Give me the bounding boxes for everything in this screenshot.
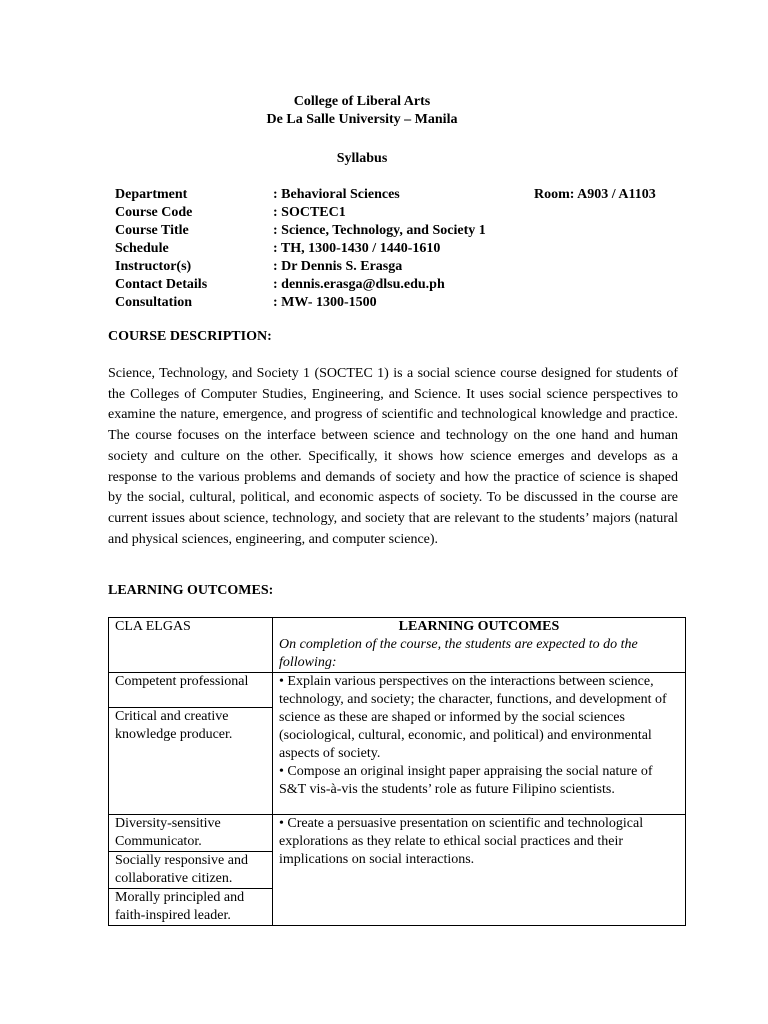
- elga-column-header: [109, 618, 273, 673]
- info-label: Contact Details: [115, 277, 208, 292]
- elga-cell: Socially responsive and collaborative citizen.: [109, 852, 273, 889]
- elga-cell: Critical and creative knowledge producer.: [109, 708, 273, 815]
- outcomes-column-header: [273, 618, 686, 673]
- info-value: : MW- 1300-1500: [273, 295, 377, 310]
- info-label: Department: [115, 187, 188, 202]
- info-label: Instructor(s): [115, 259, 192, 274]
- document-type: Syllabus: [336, 151, 388, 166]
- learning-outcomes-table: [108, 617, 686, 926]
- outcome-item: • Create a persuasive presentation on scientific and technological explorations as they relate to ethical social practices and their implications on social interactions.: [279, 816, 644, 867]
- table-row: [109, 815, 686, 852]
- college-name: College of Liberal Arts: [293, 94, 431, 109]
- info-value: : Dr Dennis S. Erasga: [273, 259, 403, 274]
- table-header-row: [109, 618, 686, 673]
- info-value: : TH, 1300-1430 / 1440-1610: [273, 241, 441, 256]
- course-description-text: Science, Technology, and Society 1 (SOCTEC 1) is a social science course designed for students of the Colleges of Computer Studies, Engineering, and Science. It uses social science perspectives to examine the nature, emergence, and progress of scientific and technological knowledge and practice. The course focuses on the interface between science and technology on the one hand and human society and culture on the other. Specifically, it shows how science emerges and develops as a response to the various problems and demands of society and how the practice of science is shaped by the social, cultural, political, and economic aspects of society. To be discussed in the course are current issues about science, technology, and society that are relevant to the students’ majors (natural and physical sciences, engineering, and computer science).: [108, 366, 678, 547]
- table-row: [109, 673, 686, 708]
- elga-cell: Morally principled and faith-inspired leader.: [109, 889, 273, 926]
- elga-cell: Competent professional: [109, 673, 273, 708]
- outcomes-header-subtitle: On completion of the course, the students are expected to do the following:: [279, 637, 638, 670]
- room-info: Room: A903 / A1103: [534, 187, 656, 202]
- learning-outcomes-heading: LEARNING OUTCOMES:: [108, 583, 274, 598]
- outcome-item: • Compose an original insight paper appraising the social nature of S&T vis-à-vis the students’ role as future Filipino scientists.: [279, 764, 653, 797]
- info-value: : Behavioral Sciences: [273, 187, 400, 202]
- outcomes-cell: [273, 673, 686, 815]
- info-label: Course Code: [115, 205, 193, 220]
- outcomes-header-title: LEARNING OUTCOMES: [398, 619, 560, 634]
- info-value: : Science, Technology, and Society 1: [273, 223, 486, 238]
- info-value: : SOCTEC1: [273, 205, 346, 220]
- info-label: Course Title: [115, 223, 189, 238]
- outcome-item: • Explain various perspectives on the interactions between science, technology, and society; the character, functions, and development of science as these are shaped or informed by the social sciences (sociological, cultural, economic, and political) and environmental aspects of society.: [279, 674, 667, 761]
- outcomes-cell: [273, 815, 686, 926]
- info-label: Schedule: [115, 241, 169, 256]
- university-name: De La Salle University – Manila: [266, 112, 458, 127]
- elga-header-text: CLA ELGAS: [115, 619, 191, 634]
- info-label: Consultation: [115, 295, 193, 310]
- elga-cell: Diversity-sensitive Communicator.: [109, 815, 273, 852]
- info-value: : dennis.erasga@dlsu.edu.ph: [273, 277, 445, 292]
- course-description-heading: COURSE DESCRIPTION:: [108, 329, 272, 344]
